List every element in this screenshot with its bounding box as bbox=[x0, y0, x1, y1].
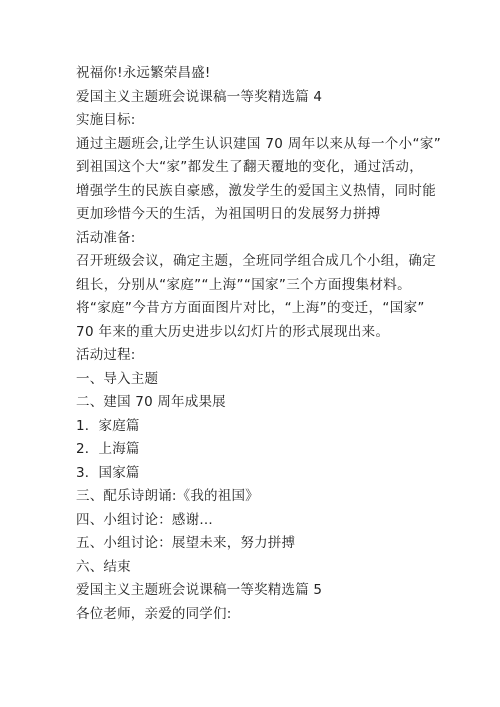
document-body bbox=[76, 62, 442, 626]
process-list bbox=[76, 368, 442, 580]
article-5-title: 爱国主义主题班会说课稿一等奖精选篇 5 bbox=[76, 582, 323, 598]
process-item: 一、导入主题 bbox=[76, 370, 159, 387]
prep-heading: 活动准备: bbox=[76, 229, 136, 246]
prep-line: 组长，分别从“家庭”“上海”“国家”三个方面搜集材料。 bbox=[76, 276, 411, 293]
prep-line: 召开班级会议，确定主题，全班同学组合成几个小组，确定 bbox=[76, 253, 437, 269]
goal-line: 到祖国这个大“家”都发生了翻天覆地的变化，通过活动， bbox=[76, 159, 424, 175]
process-item: 五、小组讨论：展望未来，努力拼搏 bbox=[76, 535, 296, 551]
process-item: 2．上海篇 bbox=[76, 441, 140, 457]
process-item: 六、结束 bbox=[76, 558, 131, 575]
process-item: 三、配乐诗朗诵:《我的祖国》 bbox=[76, 488, 259, 504]
process-item: 1．家庭篇 bbox=[76, 417, 140, 434]
prep-line: 70 年来的重大历史进步以幻灯片的形式展现出来。 bbox=[76, 323, 390, 340]
closing-blessing: 祝福你!永远繁荣昌盛! bbox=[76, 65, 211, 81]
article-4-title: 爱国主义主题班会说课稿一等奖精选篇 4 bbox=[76, 88, 323, 105]
goal-line: 更加珍惜今天的生活，为祖国明日的发展努力拼搏 bbox=[76, 206, 381, 222]
process-item: 二、建国 70 周年成果展 bbox=[76, 394, 226, 410]
goal-line: 通过主题班会,让学生认识建国 70 周年以来从每一个小“家” bbox=[76, 135, 442, 152]
process-heading: 活动过程: bbox=[76, 347, 136, 363]
goal-line: 增强学生的民族自豪感，激发学生的爱国主义热情，同时能 bbox=[76, 182, 437, 199]
goal-paragraph bbox=[76, 133, 442, 227]
process-item: 3．国家篇 bbox=[76, 464, 140, 481]
prep-paragraph bbox=[76, 250, 442, 344]
greeting: 各位老师，亲爱的同学们: bbox=[76, 605, 232, 622]
prep-line: 将“家庭”今昔方方面面图片对比，“上海”的变迁，“国家” bbox=[76, 300, 425, 316]
goal-heading: 实施目标: bbox=[76, 112, 136, 128]
process-item: 四、小组讨论：感谢… bbox=[76, 511, 213, 528]
